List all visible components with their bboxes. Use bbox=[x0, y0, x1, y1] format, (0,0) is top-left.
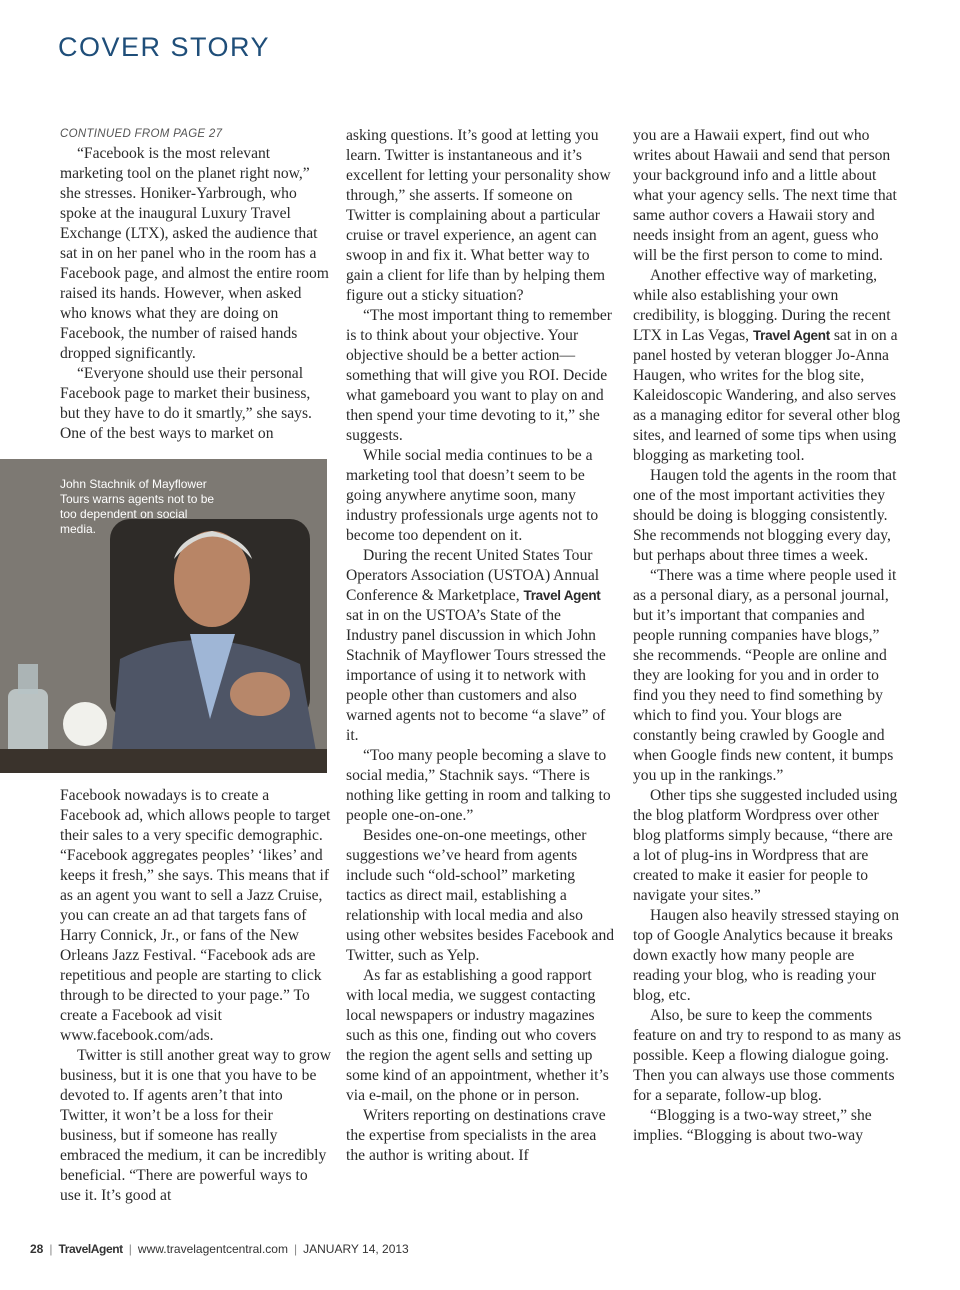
paragraph: “Facebook is the most relevant marketing tool on the planet right now,” she stresses. Honiker-Yarbrough, who spoke at the inaugural Luxury Travel Exchange (LTX), asked the audience that sat in on her panel who in the room has a Facebook page, and almost the entire room raised its hands. However, when asked who knows what they are doing on Facebook, the number of raised hands dropped significantly. bbox=[60, 145, 329, 362]
paragraph: Facebook nowadays is to create a Facebook ad, which allows people to target their sales to a very specific demographic. “Facebook aggregates peoples’ ‘likes’ and keeps it fresh,” she says. This means that if as an agent you want to sell a Jazz Cruise, you can create an ad that targets fans of Harry Connick, Jr., or fans of the New Orleans Jazz Festival. “Facebook ads are repetitious and people are starting to click through to be directed to your page.” To create a Facebook ad visit www.facebook.com/ads. bbox=[60, 787, 331, 1044]
section-title: COVER STORY bbox=[58, 32, 271, 62]
paragraph: you are a Hawaii expert, find out who writes about Hawaii and send that person your background info and a little about what your agency sells. The next time that same author covers a Hawaii story and needs insight from an agent, guess who will be the first person to come to mind. bbox=[633, 127, 897, 264]
footer-separator: | bbox=[49, 1242, 53, 1256]
paragraph: Haugen also heavily stressed staying on top of Google Analytics because it breaks down exactly how many people are reading your blog, who is reading your blog, etc. bbox=[633, 907, 900, 1004]
continued-from-label: CONTINUED FROM PAGE 27 bbox=[60, 128, 223, 140]
footer-separator: | bbox=[293, 1242, 298, 1256]
paragraph: “Everyone should use their personal Facebook page to market their business, but they have to do it smartly,” she says. One of the best ways to market on bbox=[60, 365, 312, 442]
paragraph-text: During the recent United States Tour Operators Association (USTOA) Annual Conference & Marketplace, bbox=[346, 547, 600, 604]
paragraph: “Too many people becoming a slave to social media,” Stachnik says. “There is nothing like getting in room and talking to people one-on-one.” bbox=[346, 747, 611, 824]
magazine-name: TravelAgent bbox=[58, 1242, 123, 1256]
paragraph: “Blogging is a two-way street,” she implies. “Blogging is about two-way bbox=[633, 1107, 872, 1144]
photo-caption: John Stachnik of Mayflower Tours warns agents not to be too dependent on social media. bbox=[60, 477, 215, 536]
paragraph: Other tips she suggested included using the blog platform Wordpress over other blog platforms simply because, “there are a lot of plug-ins in Wordpress that are created to make it easier for people to navigate your sites.” bbox=[633, 787, 898, 904]
paragraph bbox=[346, 546, 616, 746]
article-column-2 bbox=[346, 126, 616, 1166]
paragraph: “There was a time where people used it as a personal diary, as a personal journal, but it’s important that companies and people running companies have blogs,” she recommends. “People are online and they are looking for you and in order to find you they need to find something by which to find you. Your blogs are constantly being crawled by Google and when Google finds new content, it bumps you up in the rankings.” bbox=[633, 567, 897, 784]
photo-john-stachnik bbox=[0, 459, 327, 773]
issue-date: JANUARY 14, 2013 bbox=[303, 1242, 409, 1256]
page-footer bbox=[30, 1242, 409, 1256]
paragraph-text: sat in on the USTOA’s State of the Industry panel discussion in which John Stachnik of Mayflower Tours stressed the importance of using it to network with people other than customers and also warned agents not to become “a slave” of it. bbox=[346, 607, 606, 744]
page-number: 28 bbox=[30, 1242, 44, 1256]
paragraph: Also, be sure to keep the comments feature on and try to respond to as many as possible. Keep a flowing dialogue going. Then you can always use those comments for a separate, follow-up blog. bbox=[633, 1007, 902, 1104]
paragraph: “The most important thing to remember is to think about your objective. Your objective should be a better action—something that will give you ROI. Decide what gameboard you want to play on and then spend your time devoting to it,” she suggests. bbox=[346, 307, 613, 444]
paragraph bbox=[633, 266, 903, 466]
footer-separator: | bbox=[128, 1242, 132, 1256]
paragraph: Besides one-on-one meetings, other suggestions we’ve heard from agents include such “old-school” marketing tactics as direct mail, establishing a relationship with local media and also using other websites besides Facebook and Twitter, such as Yelp. bbox=[346, 827, 615, 964]
paragraph: Haugen told the agents in the room that one of the most important activities they should be doing is blogging consistently. She recommends not blogging every day, but perhaps about three times a week. bbox=[633, 467, 897, 564]
website-url: www.travelagentcentral.com bbox=[137, 1242, 288, 1256]
paragraph: Writers reporting on destinations crave the expertise from specialists in the area the author is writing about. If bbox=[346, 1107, 606, 1164]
article-column-1-continued bbox=[60, 786, 332, 1206]
travel-agent-brand: Travel Agent bbox=[523, 588, 601, 603]
paragraph: While social media continues to be a marketing tool that doesn’t seem to be going anywhere anytime soon, many industry professionals urge agents not to become too dependent on it. bbox=[346, 447, 599, 544]
paragraph: Twitter is still another great way to grow business, but it is one that you have to be devoted to. If agents aren’t that into Twitter, it won’t be a loss for their business, but if someone has really embraced the medium, it can be incredibly beneficial. “There are powerful ways to use it. It’s good at bbox=[60, 1047, 331, 1204]
paragraph: As far as establishing a good rapport with local media, we suggest contacting local newspapers or industry magazines such as this one, finding out who covers the region the agent sells and setting up some kind of an appointment, whether it’s via e-mail, on the phone or in person. bbox=[346, 967, 609, 1104]
article-column-1 bbox=[60, 124, 332, 444]
article-column-3 bbox=[633, 126, 903, 1146]
travel-agent-brand: Travel Agent bbox=[752, 328, 830, 343]
paragraph-text: Another effective way of marketing, while also establishing your own credibility, is blogging. During the recent LTX in Las Vegas, bbox=[633, 267, 891, 344]
paragraph: asking questions. It’s good at letting you learn. Twitter is instantaneous and it’s excellent for letting your personality show through,” she asserts. If someone on Twitter is complaining about a particular cruise or travel experience, an agent can swoop in and fix it. What better way to gain a client for life than by helping them figure out a sticky situation? bbox=[346, 127, 611, 304]
paragraph-text: sat in on a panel hosted by veteran blogger Jo-Anna Haugen, who writes for the blog site, Kaleidoscopic Wandering, and also serves as a managing editor for several other blog sites, and learned of some tips when using blogging as marketing tool. bbox=[633, 327, 901, 464]
